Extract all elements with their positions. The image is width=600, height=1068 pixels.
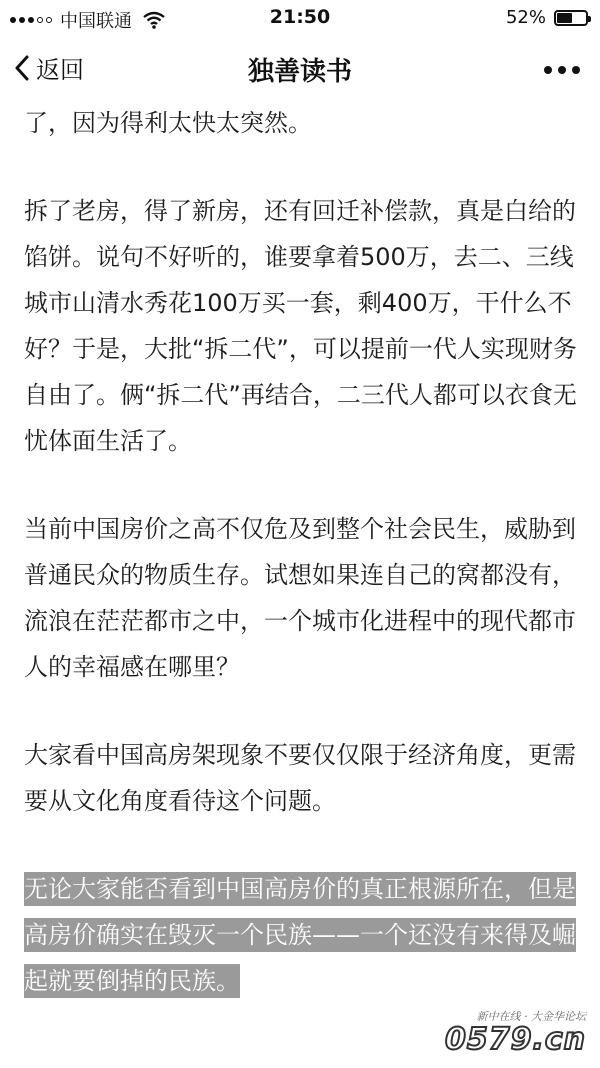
article-content xyxy=(0,100,600,1068)
carrier-name: 中国联通 xyxy=(60,11,132,32)
more-icon[interactable] xyxy=(544,66,580,74)
highlighted-selection[interactable]: 无论大家能否看到中国高房价的真正根源所在，但是高房价确实在毁灭一个民族——一个还没有来得及崛起就要倒掉的民族。 xyxy=(24,872,576,998)
article-paragraph-3: 当前中国房价之高不仅危及到整个社会民生，威胁到普通民众的物质生存。试想如果连自己的窝都没有，流浪在茫茫都市之中，一个城市化进程中的现代都市人的幸福感在哪里？ xyxy=(24,515,576,681)
watermark-logo xyxy=(445,1008,586,1056)
watermark-line1: 新中在线 · 大金华论坛 xyxy=(476,1010,586,1023)
nav-bar xyxy=(0,36,600,100)
battery-percent: 52% xyxy=(505,7,546,28)
watermark-line2: 0579.cn xyxy=(444,1022,586,1057)
status-time: 21:50 xyxy=(269,6,331,28)
article-paragraph-2: 拆了老房，得了新房，还有回迁补偿款，真是白给的馅饼。说句不好听的，谁要拿着500万，去二、三线城市山清水秀花100万买一套，剩400万，干什么不好？于是，大批“拆二代”，可以提前一代人实现财务自由了。俩“拆二代”再结合，二三代人都可以衣食无忧体面生活了。 xyxy=(24,197,577,455)
page-title: 独善读书 xyxy=(247,57,352,87)
battery-fill xyxy=(557,13,572,23)
article-paragraph-5-highlighted xyxy=(24,866,584,1004)
article-body xyxy=(24,100,584,1046)
article-paragraph-1: 了，因为得利太快太突然。 xyxy=(24,109,312,137)
battery-icon xyxy=(554,10,588,26)
article-paragraph-4: 大家看中国高房架现象不要仅仅限于经济角度，更需要从文化角度看待这个问题。 xyxy=(24,741,576,815)
status-bar xyxy=(0,0,600,36)
status-right xyxy=(506,7,588,28)
back-label: 返回 xyxy=(36,56,84,84)
